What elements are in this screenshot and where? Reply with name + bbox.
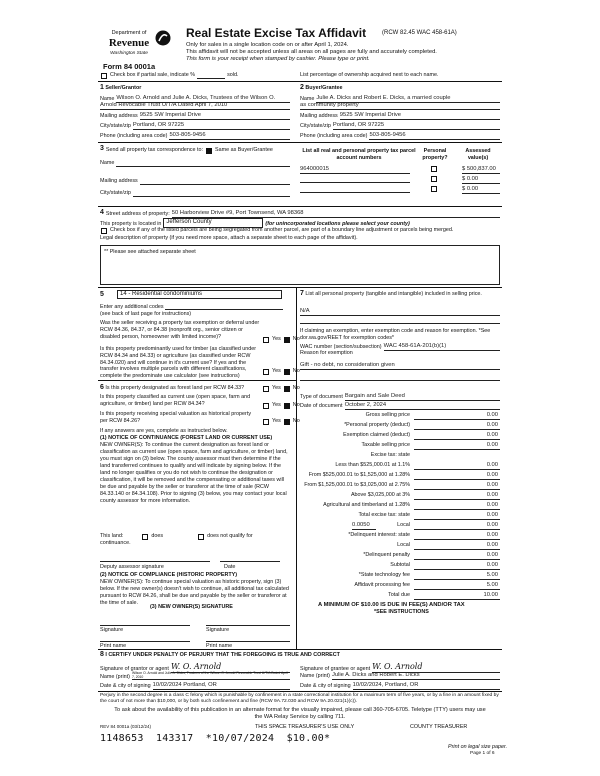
timber-no-checkbox[interactable] <box>284 369 290 375</box>
buyer-phone[interactable]: 503-805-9456 <box>369 132 500 140</box>
new-owner-signature-1[interactable] <box>100 620 190 626</box>
calc-label: Taxable selling price <box>361 442 410 448</box>
personal-col-header: Personal property? <box>422 148 448 161</box>
treasurer-only-label: THIS SPACE TREASURER'S USE ONLY <box>255 724 355 730</box>
form-revision: REV 84 0001a (03/12/24) <box>100 724 152 729</box>
deputy-signature-label: Deputy assessor signature <box>100 564 164 570</box>
personal-property-checkbox[interactable] <box>431 166 437 172</box>
calc-value[interactable]: 0.00 <box>414 442 500 450</box>
no-label: No <box>292 402 300 408</box>
segregation-checkbox[interactable] <box>101 228 107 234</box>
yes-label: Yes <box>272 402 281 408</box>
reason-label: Reason for exemption <box>300 350 353 356</box>
seller-name-line1[interactable]: Wilson O. Arnold and Julie A. Dicks, Trustees of the Wilson O. <box>116 95 290 103</box>
minimum-due-note: A MINIMUM OF $10.00 IS DUE IN FEE(S) AND/OR TAX <box>318 602 465 608</box>
legal-description-text: ** Please see attached separate sheet <box>104 249 196 255</box>
calc-value[interactable]: 0.00 <box>414 482 500 490</box>
does-checkbox[interactable] <box>142 534 148 540</box>
tax-calculation <box>300 412 500 642</box>
calc-value[interactable]: 0.00 <box>414 512 500 520</box>
personal-property-field-2[interactable] <box>300 318 500 324</box>
local-tax-value[interactable]: 0.00 <box>414 522 500 530</box>
total-due-value[interactable]: 10.00 <box>414 592 500 600</box>
seller-heading: 1 Seller/Grantor <box>100 84 142 91</box>
wac-label: WAC number (section/subsection) <box>300 344 382 351</box>
signature-label: Signature <box>100 627 124 633</box>
corr-address-field[interactable] <box>140 179 290 185</box>
forest-question: 6 Is this property designated as forest land per RCW 84.33? <box>100 384 245 391</box>
forest-no-checkbox[interactable] <box>284 386 290 392</box>
seller-phone[interactable]: 503-805-9456 <box>169 132 290 140</box>
doc-type-label: Type of document <box>300 394 343 401</box>
reason-field[interactable]: Gift - no debt, no consideration given <box>300 362 500 370</box>
corr-name-field[interactable] <box>116 161 290 167</box>
treasurer-stamp: 1148653 143317 *10/07/2024 $10.00* <box>100 733 331 744</box>
corr-address-label: Mailing address <box>100 178 138 184</box>
notice-continuance-heading: (1) NOTICE OF CONTINUANCE (FOREST LAND OR CURRENT USE) <box>100 435 273 441</box>
header-note-3: This form is your receipt when stamped by cashier. Please type or print. <box>186 56 370 62</box>
deputy-date-label: Date <box>224 564 236 570</box>
historic-question: Is this property receiving special valuation as historical property per RCW 84.26? <box>100 411 252 424</box>
exemption-question: Was the seller receiving a property tax exemption or deferral under RCW 84.36, 84.37, or 84.38 (nonprofit org., senior citizen or disabled person, homeowner with limited income)? <box>100 320 260 340</box>
new-owner-print-2[interactable] <box>206 636 290 642</box>
affidavit-fee-value[interactable]: 5.00 <box>414 582 500 590</box>
seller-phone-label: Phone (including area code) <box>100 133 168 140</box>
location-label: This property is located in <box>100 220 162 227</box>
grantor-signature-field[interactable]: W. O. Arnold <box>171 662 290 673</box>
open-no-checkbox[interactable] <box>284 403 290 409</box>
accessibility-notice: To ask about the availability of this publication in an alternate format for the visually impaired, please call 360-705-6705. Teletype (TTY) users may use the WA Relay Service by calling 711. <box>114 707 486 720</box>
does-not-checkbox[interactable] <box>198 534 204 540</box>
signature-label: Signature <box>206 627 230 633</box>
county-treasurer-label: COUNTY TREASURER <box>410 724 468 730</box>
buyer-city[interactable]: Portland, OR 97225 <box>333 122 500 130</box>
no-label: No <box>292 385 300 391</box>
timber-question: Is this property predominantly used for timber (as classified under RCW 84.34 and 84.33) or agriculture (as classified under RCW 84.34.020) and will continue in it's current use? If yes and the transfer involves multiple parcels with different classifications, complete the predominate use calculator (see instructions) <box>100 346 257 379</box>
calc-label: Gross selling price <box>365 412 410 418</box>
no-label: No <box>292 368 300 374</box>
certify-heading: 8 I CERTIFY UNDER PENALTY OF PERJURY THAT THE FOREGOING IS TRUE AND CORRECT <box>100 651 340 658</box>
ownership-note: List percentage of ownership acquired next to each name. <box>300 72 439 78</box>
grantee-signature-label: Signature of grantee or agent <box>300 666 371 673</box>
partial-sale-row <box>100 71 239 79</box>
see-instructions-note: *SEE INSTRUCTIONS <box>374 609 429 615</box>
if-yes-note: If any answers are yes, complete as instructed below. <box>100 428 228 434</box>
seller-address[interactable]: 9525 SW Imperial Drive <box>140 112 290 120</box>
assessed-value[interactable]: $ 0.00 <box>462 176 500 184</box>
forest-yes-checkbox[interactable] <box>263 386 269 392</box>
yes-label: Yes <box>272 368 281 374</box>
seller-name-label: Name <box>100 96 115 103</box>
calc-label: Excise tax: state <box>370 452 410 458</box>
parcel-row <box>300 166 500 174</box>
no-label: No <box>292 336 300 342</box>
doc-date-label: Date of document <box>300 403 343 410</box>
deputy-signature-field[interactable] <box>100 556 210 562</box>
calc-label: Total excise tax: state <box>358 512 410 518</box>
yes-label: Yes <box>272 336 281 342</box>
exempt-no-checkbox[interactable] <box>284 337 290 343</box>
parcel-number[interactable]: 964000015 <box>300 166 410 174</box>
open-space-question: Is this property classified as current use (open space, farm and agriculture, or timber) land per RCW 84.34? <box>100 394 251 407</box>
perjury-notice: Perjury in the second degree is a class C felony which is punishable by confinement in a state correctional institution for a maximum term of five years, or by a fine in an amount fixed by the court of not more than $10,000, or by both such confinement and fine (RCW 9A.72.030 and RCW 9A.20.021(1)(c)). <box>100 693 499 705</box>
delinq-state-value[interactable]: 0.00 <box>414 532 500 540</box>
no-label: No <box>292 418 300 424</box>
agency-name: Revenue <box>108 36 150 49</box>
wac-field[interactable]: WAC 458-61A-201(b)(1) <box>384 343 500 351</box>
partial-sale-checkbox[interactable] <box>101 73 107 79</box>
corr-city-field[interactable] <box>133 191 290 197</box>
correspondence-heading: 3 Send all property tax correspondence to: Same as Buyer/Grantee <box>100 145 273 153</box>
calc-label: Agricultural and timberland at 1.28% <box>323 502 410 508</box>
tech-fee-value[interactable]: 5.00 <box>414 572 500 580</box>
buyer-name-line2[interactable]: as community property <box>300 102 500 110</box>
grantor-date-label: Date & city of signing <box>100 683 151 690</box>
section5-number: 5 <box>100 291 104 298</box>
delinq-penalty-value[interactable]: 0.00 <box>414 552 500 560</box>
additional-codes-label: Enter any additional codes <box>100 304 164 310</box>
assessed-col-header: Assessed value(s) <box>465 148 491 161</box>
grantor-name-field[interactable]: Wilson O. Arnold and Julie A. Dicks, Trustees of the Wilson O. Arnold Revocable Trust U/T/A Dated April 7, 2010 <box>132 672 290 680</box>
partial-percent-field[interactable] <box>197 71 225 79</box>
revenue-logo-icon <box>155 30 171 46</box>
calc-value[interactable]: 0.00 <box>414 422 500 430</box>
new-owner-signature-2[interactable] <box>206 620 290 626</box>
partial-sold-label: sold. <box>227 72 239 78</box>
grantee-date-field[interactable]: 10/02/2024, Portland, OR <box>353 682 500 690</box>
does-not-label: does not qualify for <box>207 533 253 539</box>
buyer-name-line1[interactable]: Julie A. Dicks and Robert E. Dicks, a married couple <box>316 95 500 103</box>
segregation-label: Check box if any of the listed parcels are being segregated from another parcel, are part of a boundary line adjustment or parcels being merged. <box>110 227 454 233</box>
affidavit-fee-label: Affidavit processing fee <box>354 582 410 588</box>
local-rate-field[interactable]: 0.0050 <box>352 522 376 530</box>
legal-description-box[interactable] <box>100 245 500 285</box>
assessed-value[interactable]: $ 0.00 <box>462 186 500 194</box>
grantee-name-field[interactable]: Julie A. Dicks and Robert E. Dicks <box>332 672 500 680</box>
use-code-select[interactable]: 14 - Residential condominiums <box>117 290 282 299</box>
continuance-label: continuance. <box>100 540 131 546</box>
grantee-name-label: Name (print) <box>300 673 330 680</box>
partial-sale-label: Check box if partial sale, indicate % <box>110 72 196 78</box>
subtotal-label: Subtotal <box>390 562 410 568</box>
grantor-name-label: Name (print) <box>100 673 130 680</box>
exempt-yes-checkbox[interactable] <box>263 337 269 343</box>
calc-value[interactable]: 0.00 <box>414 472 500 480</box>
grantee-signature-field[interactable]: W. O. Arnold <box>372 662 500 673</box>
calc-label: From $1,525,000.01 to $3,025,000 at 2.75% <box>304 482 410 488</box>
calc-value[interactable]: 0.00 <box>414 462 500 470</box>
does-label: does <box>151 533 164 539</box>
timber-yes-checkbox[interactable] <box>263 369 269 375</box>
parcel-number[interactable] <box>300 186 410 193</box>
calc-label: *Personal property (deduct) <box>344 422 410 428</box>
open-yes-checkbox[interactable] <box>263 403 269 409</box>
calc-label: Less than $525,000.01 at 1.1% <box>335 462 410 468</box>
total-due-label: Total due <box>388 592 410 598</box>
seller-city-label: City/state/zip <box>100 123 131 130</box>
parcel-number[interactable] <box>300 176 410 183</box>
grantor-date-field[interactable]: 10/02/2024 Portland, OR <box>153 682 290 690</box>
buyer-name-label: Name <box>300 96 315 103</box>
header-note-2: This affidavit will not be accepted unless all areas on all pages are fully and accurately completed. <box>186 49 437 55</box>
new-owner-print-1[interactable] <box>100 636 190 642</box>
print-name-label: Print name <box>100 643 127 649</box>
notice-compliance-heading: (2) NOTICE OF COMPLIANCE (HISTORIC PROPERTY) <box>100 572 238 578</box>
calc-value[interactable]: 0.00 <box>414 492 500 500</box>
buyer-city-label: City/state/zip <box>300 123 331 130</box>
assessed-value[interactable]: $ 500,837.00 <box>462 166 500 174</box>
header-note-1: Only for sales in a single location code on or after April 1, 2024. <box>186 42 349 48</box>
doc-date-field[interactable]: October 2, 2024 <box>345 402 500 410</box>
corr-name-label: Name <box>100 160 115 166</box>
legal-label: Legal description of property (if you need more space, attach a separate sheet to each page of the affidavit). <box>100 235 358 241</box>
same-as-buyer-checkbox[interactable] <box>206 148 212 154</box>
page-number: Page 1 of 6 <box>470 751 495 756</box>
delinq-penalty-label: *Delinquent penalty <box>363 552 410 558</box>
calc-label: Exemption claimed (deduct) <box>343 432 410 438</box>
buyer-phone-label: Phone (including area code) <box>300 133 368 140</box>
parcel-row <box>300 176 500 184</box>
delinq-state-label: *Delinquent interest: state <box>348 532 410 538</box>
tech-fee-label: *State technology fee <box>358 572 410 578</box>
seller-city[interactable]: Portland, OR 97225 <box>133 122 290 130</box>
parcel-col-header: List all real and personal property tax parcel account numbers <box>302 148 416 161</box>
calc-value[interactable]: 0.00 <box>414 502 500 510</box>
yes-label: Yes <box>272 385 281 391</box>
street-address[interactable]: 50 Harborview Drive #9, Port Townsend, WA 98368 <box>172 210 500 218</box>
yes-label: Yes <box>272 418 281 424</box>
calc-value[interactable]: 0.00 <box>414 432 500 440</box>
form-title: Real Estate Excise Tax Affidavit <box>186 26 367 40</box>
doc-type-field[interactable]: Bargain and Sale Deed <box>345 393 500 401</box>
calc-label: Above $3,025,000 at 3% <box>350 492 410 498</box>
buyer-address[interactable]: 9525 SW Imperial Drive <box>340 112 500 120</box>
new-owner-heading: (3) NEW OWNER(S) SIGNATURE <box>150 604 233 610</box>
buyer-heading: 2 Buyer/Grantee <box>300 84 343 91</box>
seller-name-line2[interactable]: Arnold Revocable Trust U/T/A Dated April 7, 2010 <box>100 102 290 110</box>
buyer-address-label: Mailing address <box>300 113 338 120</box>
county-select[interactable]: Jefferson County <box>163 218 263 228</box>
reason-field-2[interactable] <box>300 375 500 381</box>
subtotal-value[interactable]: 0.00 <box>414 562 500 570</box>
calc-label: From $525,000.01 to $1,525,000 at 1.28% <box>308 472 410 478</box>
personal-property-checkbox[interactable] <box>431 176 437 182</box>
state-label: Washington State <box>110 50 148 56</box>
notice-continuance-text: NEW OWNER(S): To continue the current designation as forest land or classification as current use (open space, farm and agriculture, or timber) land, you must sign on (3) below. The county assessor must then determine if the land transferred continues to qualify and will indicate by signing below. If the land no longer qualifies or you do not wish to continue the designation or classification, it will be removed and the compensating or additional taxes will be due and payable by the seller or transferor at the time of sale (RCW 84.33.140 or 84.34.108). Prior to signing (3) below, you may contact your local county assessor for more information. <box>100 442 288 505</box>
form-number: Form 84 0001a <box>103 62 156 71</box>
form-statute: (RCW 82.45 WAC 458-61A) <box>382 30 457 36</box>
parcel-row <box>300 186 500 194</box>
exemption-claim-label: If claiming an exemption, enter exemption code and reason for exemption. *See dor.wa.gov/REET for exemption codes* <box>300 328 491 341</box>
department-label: Department of <box>111 30 147 36</box>
legal-paper-note: Print on legal size paper. <box>448 744 508 750</box>
corr-city-label: City/state/zip <box>100 190 131 196</box>
additional-codes-note: (see back of last page for instructions) <box>100 311 192 317</box>
local-label: Local <box>397 522 410 528</box>
additional-codes-field[interactable] <box>165 303 283 310</box>
this-land-label: This land: <box>100 533 124 539</box>
street-address-label: Street address of property: <box>105 211 170 217</box>
delinq-local-label: Local <box>397 542 410 548</box>
delinq-local-value[interactable]: 0.00 <box>414 542 500 550</box>
grantee-date-label: Date & city of signing <box>300 683 351 690</box>
notice-compliance-text: NEW OWNER(S): To continue special valuation as historic property, sign (3) below. If the new owner(s) doesn't wish to continue, all additional tax calculated pursuant to RCW 84.26, shall be due and payable by the seller or transferor at the time of sale. <box>100 579 289 607</box>
location-note: (for unincorporated locations please select your county) <box>265 220 410 227</box>
calc-value[interactable]: 0.00 <box>414 412 500 420</box>
personal-property-question: 7 List all personal property (tangible and intangible) included in selling price. <box>300 290 482 297</box>
seller-address-label: Mailing address <box>100 113 138 120</box>
grantor-signature-label: Signature of grantor or agent <box>100 666 169 673</box>
print-name-label: Print name <box>206 643 233 649</box>
personal-property-checkbox[interactable] <box>431 186 437 192</box>
personal-property-field[interactable]: N/A <box>300 308 500 316</box>
